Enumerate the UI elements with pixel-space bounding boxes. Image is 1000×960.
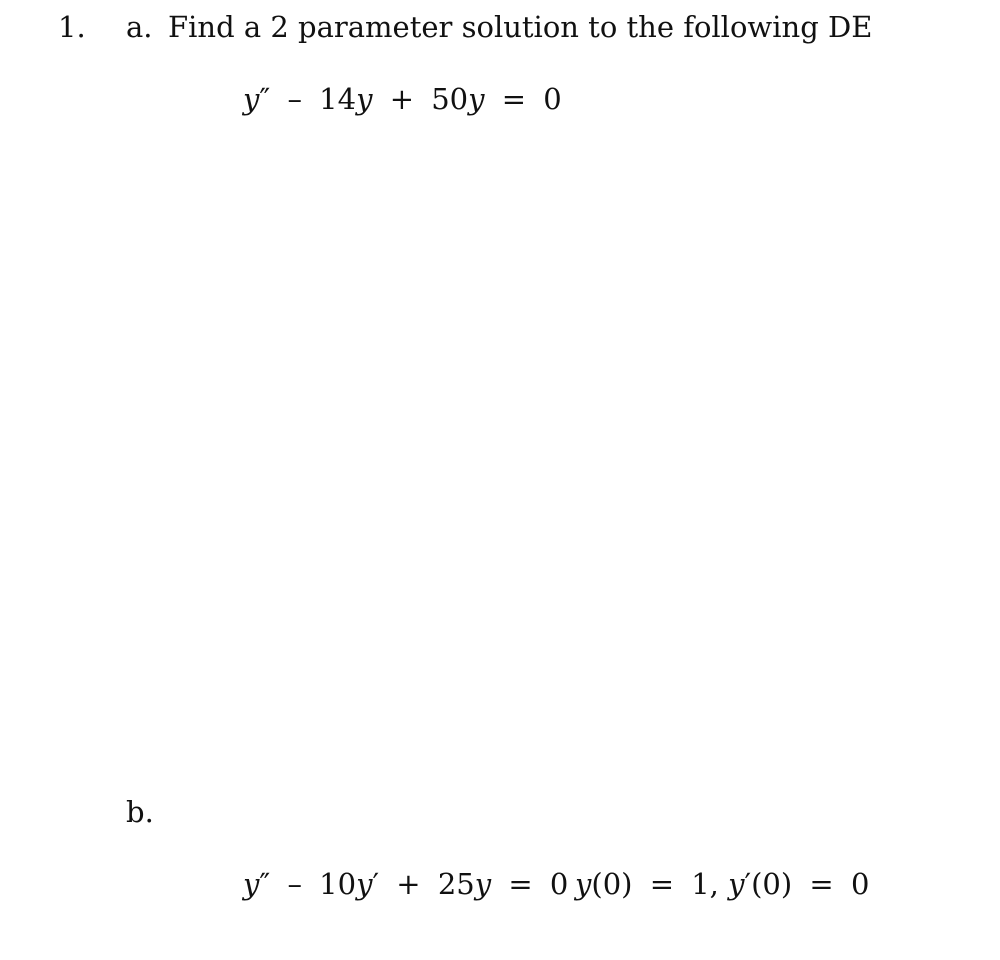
eq-b-equals: = <box>508 867 533 901</box>
eq-b-coef2: 25 <box>437 867 475 901</box>
ic1-arg: (0) <box>591 867 633 901</box>
question-number: 1. <box>58 10 86 44</box>
eq-b-rhs: 0 <box>549 867 569 901</box>
eq-b-var1: y <box>356 867 373 901</box>
eq-a-plus: + <box>389 82 414 116</box>
eq-b-double-prime: ″ <box>259 867 271 901</box>
ic2-arg: (0) <box>751 867 793 901</box>
eq-b-coef1: 10 <box>319 867 357 901</box>
eq-b-prime: ′ <box>372 867 380 901</box>
equation-part-b <box>243 867 568 901</box>
ic2-value: 0 <box>850 867 870 901</box>
eq-b-var2: y <box>474 867 492 901</box>
equation-part-a <box>243 82 562 116</box>
eq-a-minus: – <box>287 82 302 116</box>
ic2-prime: ′ <box>744 867 752 901</box>
eq-a-coef2: 50 <box>431 82 469 116</box>
initial-conditions-part-b <box>575 867 869 901</box>
ic1-fn: y <box>575 867 592 901</box>
ic2-fn: y <box>728 867 745 901</box>
eq-a-coef1: 14 <box>319 82 357 116</box>
eq-a-double-prime: ″ <box>259 82 271 116</box>
eq-b-minus: – <box>287 867 302 901</box>
eq-b-plus: + <box>396 867 421 901</box>
eq-a-lhs-var: y <box>243 82 260 116</box>
eq-a-var2: y <box>468 82 485 116</box>
ic2-equals: = <box>809 867 834 901</box>
ic1-equals: = <box>649 867 675 901</box>
eq-a-equals: = <box>501 82 527 116</box>
part-a-prompt: Find a 2 parameter solution to the following DE <box>168 10 873 44</box>
part-b-label: b. <box>126 795 154 829</box>
eq-b-lhs-var: y <box>243 867 260 901</box>
ic1-value: 1, <box>691 867 719 901</box>
eq-a-var1: y <box>356 82 373 116</box>
eq-a-rhs: 0 <box>543 82 562 116</box>
part-a-label: a. <box>126 10 153 44</box>
